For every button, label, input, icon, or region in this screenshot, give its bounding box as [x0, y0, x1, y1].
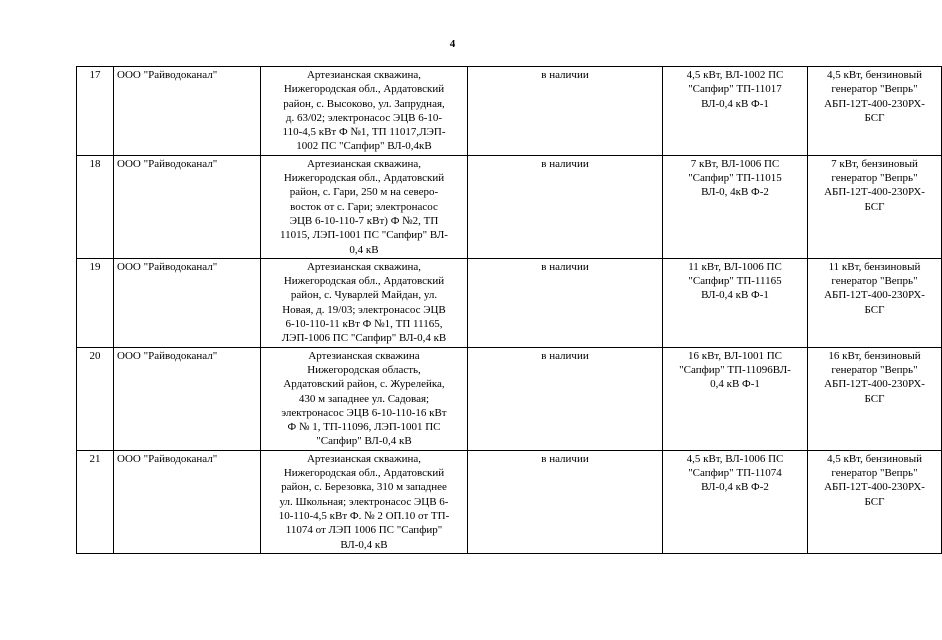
cell-line: Нижегородская обл., Ардатовский [283, 467, 445, 480]
generator-cell [808, 450, 942, 553]
organization-cell: ООО "Райводоканал" [114, 347, 261, 450]
organization-cell: ООО "Райводоканал" [114, 155, 261, 258]
cell-line: "Сапфир" ВЛ-0,4 кВ [316, 435, 412, 448]
cell-line: "Сапфир" ТП-11165 [688, 275, 782, 288]
cell-line: 10-110-4,5 кВт Ф. № 2 ОП.10 от ТП- [278, 509, 450, 522]
object-description-cell [261, 155, 468, 258]
cell-line: 11 кВт, ВЛ-1006 ПС [688, 260, 782, 273]
generator-cell [808, 258, 942, 347]
cell-line: "Сапфир" ТП-11015 [688, 172, 782, 185]
availability-cell: в наличии [468, 258, 663, 347]
cell-line: 0,4 кВ Ф-1 [710, 378, 760, 391]
cell-line: район, с. Чуварлей Майдан, ул. [290, 289, 438, 302]
cell-line: "Сапфир" ТП-11017 [688, 83, 782, 96]
cell-line: Ардатовский район, с. Журелейка, [283, 378, 445, 391]
cell-line: электронасос ЭЦВ 6-10-110-16 кВт [281, 406, 447, 419]
table-row [77, 67, 942, 156]
cell-line: Артезианская скважина, [306, 452, 422, 465]
cell-line: восток от с. Гари; электронасос [290, 200, 438, 213]
cell-line: район, с. Гари, 250 м на северо- [289, 186, 439, 199]
cell-line: д. 63/02; электронасос ЭЦВ 6-10- [285, 111, 443, 124]
cell-line: 0,4 кВ [349, 243, 379, 256]
availability-cell: в наличии [468, 67, 663, 156]
cell-line: район, с. Березовка, 310 м западнее [281, 481, 447, 494]
cell-line: БСГ [864, 111, 885, 124]
generator-cell [808, 347, 942, 450]
page-number: 4 [449, 38, 456, 50]
availability-cell: в наличии [468, 347, 663, 450]
cell-line: генератор "Вепрь" [831, 83, 918, 96]
cell-line: ЛЭП-1006 ПС "Сапфир" ВЛ-0,4 кВ [281, 332, 447, 345]
cell-line: 4,5 кВт, бензиновый [827, 69, 922, 81]
cell-line: 7 кВт, бензиновый [831, 157, 918, 170]
cell-line: БСГ [864, 495, 885, 508]
row-number: 20 [77, 347, 114, 450]
cell-line: район, с. Высоково, ул. Запрудная, [283, 97, 445, 110]
cell-line: Артезианская скважина, [306, 69, 422, 81]
cell-line: 4,5 кВт, ВЛ-1006 ПС [686, 452, 784, 465]
table-row [77, 450, 942, 553]
cell-line: генератор "Вепрь" [831, 467, 918, 480]
cell-line: 4,5 кВт, бензиновый [827, 452, 922, 465]
row-number: 21 [77, 450, 114, 553]
cell-line: 1002 ПС "Сапфир" ВЛ-0,4кВ [296, 140, 432, 153]
cell-line: Нижегородская область, [307, 363, 421, 376]
cell-line: 11 кВт, бензиновый [828, 260, 921, 273]
availability-cell: в наличии [468, 450, 663, 553]
cell-line: БСГ [864, 200, 885, 213]
power-supply-cell [663, 67, 808, 156]
organization-cell: ООО "Райводоканал" [114, 67, 261, 156]
object-description-cell [261, 450, 468, 553]
cell-line: 7 кВт, ВЛ-1006 ПС [690, 157, 780, 170]
cell-line: БСГ [864, 303, 885, 316]
organization-cell: ООО "Райводоканал" [114, 450, 261, 553]
cell-line: "Сапфир" ТП-11096ВЛ- [679, 363, 791, 376]
object-description-cell [261, 347, 468, 450]
cell-line: 4,5 кВт, ВЛ-1002 ПС [686, 69, 784, 81]
availability-cell: в наличии [468, 155, 663, 258]
power-supply-cell [663, 450, 808, 553]
cell-line: Ф № 1, ТП-11096, ЛЭП-1001 ПС [287, 421, 441, 434]
cell-line: 16 кВт, бензиновый [828, 349, 921, 362]
table-row [77, 347, 942, 450]
row-number: 18 [77, 155, 114, 258]
cell-line: 6-10-110-11 кВт Ф №1, ТП 11165, [285, 318, 443, 331]
cell-line: Артезианская скважина, [306, 157, 422, 170]
cell-line: 16 кВт, ВЛ-1001 ПС [688, 349, 782, 362]
cell-line: Артезианская скважина, [306, 260, 422, 273]
power-supply-cell [663, 347, 808, 450]
cell-line: ул. Школьная; электронасос ЭЦВ 6- [279, 495, 449, 508]
cell-line: Нижегородская обл., Ардатовский [283, 275, 445, 288]
cell-line: 430 м западнее ул. Садовая; [298, 392, 430, 405]
cell-line: 11074 от ЛЭП 1006 ПС "Сапфир" [285, 524, 443, 537]
power-supply-cell [663, 258, 808, 347]
generator-cell [808, 67, 942, 156]
organization-cell: ООО "Райводоканал" [114, 258, 261, 347]
cell-line: ЭЦВ 6-10-110-7 кВт) Ф №2, ТП [289, 214, 439, 227]
cell-line: АБП-12Т-400-230РХ- [824, 97, 925, 110]
cell-line: Нижегородская обл., Ардатовский [283, 172, 445, 185]
cell-line: Новая, д. 19/03; электронасос ЭЦВ [282, 303, 446, 316]
generator-cell [808, 155, 942, 258]
cell-line: 11015, ЛЭП-1001 ПС "Сапфир" ВЛ- [280, 229, 448, 242]
cell-line: ВЛ-0,4 кВ [340, 538, 388, 551]
object-description-cell [261, 258, 468, 347]
cell-line: "Сапфир" ТП-11074 [688, 467, 782, 480]
cell-line: АБП-12Т-400-230РХ- [824, 481, 925, 494]
cell-line: генератор "Вепрь" [831, 172, 918, 185]
cell-line: БСГ [864, 392, 885, 405]
table-row [77, 258, 942, 347]
cell-line: 110-4,5 кВт Ф №1, ТП 11017,ЛЭП- [282, 126, 446, 139]
cell-line: ВЛ-0, 4кВ Ф-2 [701, 186, 769, 199]
cell-line: АБП-12Т-400-230РХ- [824, 378, 925, 391]
cell-line: генератор "Вепрь" [831, 275, 918, 288]
cell-line: ВЛ-0,4 кВ Ф-1 [701, 289, 769, 302]
power-supply-cell [663, 155, 808, 258]
object-description-cell [261, 67, 468, 156]
cell-line: АБП-12Т-400-230РХ- [824, 186, 925, 199]
cell-line: АБП-12Т-400-230РХ- [824, 289, 925, 302]
cell-line: генератор "Вепрь" [831, 363, 918, 376]
cell-line: ВЛ-0,4 кВ Ф-2 [701, 481, 769, 494]
cell-line: ВЛ-0,4 кВ Ф-1 [701, 97, 769, 110]
row-number: 19 [77, 258, 114, 347]
equipment-table [76, 66, 942, 554]
row-number: 17 [77, 67, 114, 156]
table-row [77, 155, 942, 258]
cell-line: Артезианская скважина [308, 349, 420, 362]
cell-line: Нижегородская обл., Ардатовский [283, 83, 445, 96]
